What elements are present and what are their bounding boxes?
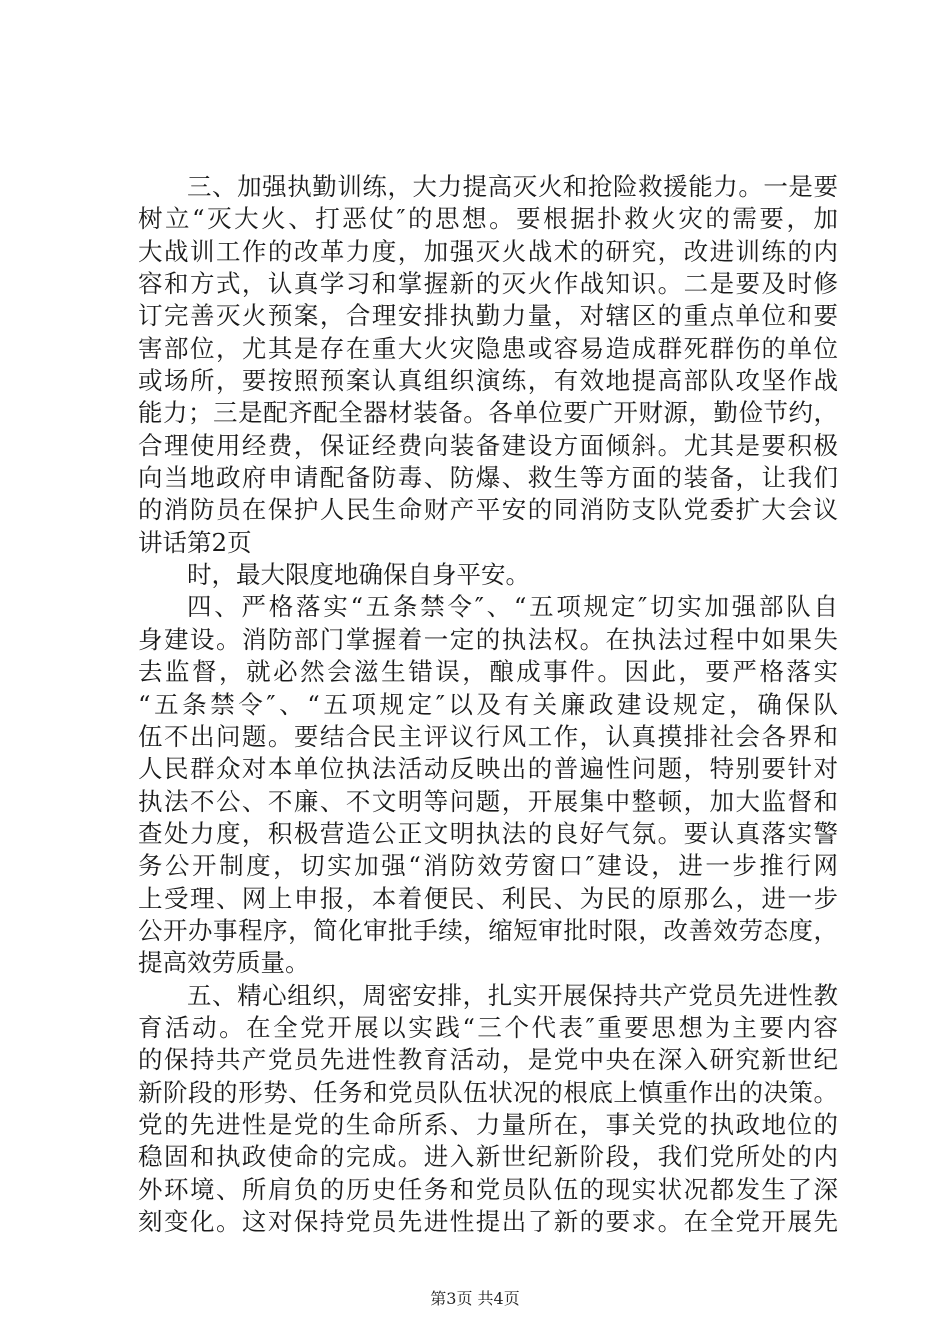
paragraph-5-line: 五、精心组织，周密安排，扎实开展保持共产党员先进性教 (187, 980, 838, 1010)
paragraph-5-line: 育活动。在全党开展以实践“三个代表″重要思想为主要内容 (138, 1012, 838, 1042)
paragraph-3-line: 大战训工作的改革力度，加强灭火战术的研究，改进训练的内 (138, 236, 838, 266)
paragraph-4-line: 提高效劳质量。 (138, 948, 310, 978)
paragraph-4-line: 查处力度，积极营造公正文明执法的良好气氛。要认真落实警 (138, 818, 838, 848)
paragraph-5-line: 稳固和执政使命的完成。进入新世纪新阶段，我们党所处的内 (138, 1142, 838, 1172)
paragraph-5-line: 刻变化。这对保持党员先进性提出了新的要求。在全党开展先 (138, 1207, 838, 1236)
paragraph-5-line: 的保持共产党员先进性教育活动，是党中央在深入研究新世纪 (138, 1045, 838, 1075)
paragraph-4-line: 执法不公、不廉、不文明等问题，开展集中整顿，加大监督和 (138, 786, 838, 816)
paragraph-4-line: 公开办事程序，简化审批手续，缩短审批时限，改善效劳态度， (138, 915, 838, 945)
paragraph-4-line: 身建设。消防部门掌握着一定的执法权。在执法过程中如果失 (138, 624, 838, 654)
paragraph-5-line: 党的先进性是党的生命所系、力量所在，事关党的执政地位的 (138, 1109, 838, 1139)
paragraph-3-line: 向当地政府申请配备防毒、防爆、救生等方面的装备，让我们 (138, 463, 838, 493)
paragraph-4-line: 人民群众对本单位执法活动反映出的普遍性问题，特别要针对 (138, 754, 838, 784)
paragraph-3-line: 或场所，要按照预案认真组织演练，有效地提高部队攻坚作战 (138, 366, 838, 396)
paragraph-4-line: 去监督，就必然会滋生错误，酿成事件。因此，要严格落实 (138, 657, 838, 687)
paragraph-3-line: 容和方式，认真学习和掌握新的灭火作战知识。二是要及时修 (138, 269, 838, 299)
paragraph-3-line: 能力；三是配齐配全器材装备。各单位要广开财源，勤俭节约， (138, 398, 838, 428)
page-footer (0, 1288, 950, 1310)
paragraph-4-line: 上受理、网上申报，本着便民、利民、为民的原那么，进一步 (138, 883, 838, 913)
paragraph-4-line: 务公开制度，切实加强“消防效劳窗口″建设，进一步推行网 (138, 851, 838, 881)
paragraph-5-line: 外环境、所肩负的历史任务和党员队伍的现实状况都发生了深 (138, 1174, 838, 1204)
paragraph-4-line: 四、严格落实“五条禁令″、“五项规定″切实加强部队自 (187, 592, 838, 622)
paragraph-4-line: 伍不出问题。要结合民主评议行风工作，认真摸排社会各界和 (138, 721, 838, 751)
document-body (138, 171, 838, 1238)
paragraph-3-line: 合理使用经费，保证经费向装备建设方面倾斜。尤其是要积极 (138, 430, 838, 460)
paragraph-4-line: “五条禁令″、“五项规定″以及有关廉政建设规定，确保队 (138, 689, 838, 719)
paragraph-3-line: 害部位，尤其是存在重大火灾隐患或容易造成群死群伤的单位 (138, 333, 838, 363)
paragraph-3-line: 三、加强执勤训练，大力提高灭火和抢险救援能力。一是要 (187, 172, 838, 201)
paragraph-3-line: 的消防员在保护人民生命财产平安的同消防支队党委扩大会议 (138, 495, 838, 525)
paragraph-3-line: 时，最大限度地确保自身平安。 (187, 560, 530, 590)
paragraph-5-line: 新阶段的形势、任务和党员队伍状况的根底上慎重作出的决策。 (138, 1077, 838, 1107)
page-number: 第3页 共4页 (430, 1289, 520, 1308)
page-break-note: 讲话第2页 (138, 527, 252, 557)
paragraph-3-line: 订完善灭火预案，合理安排执勤力量，对辖区的重点单位和要 (138, 301, 838, 331)
paragraph-3-line: 树立“灭大火、打恶仗″的思想。要根据扑救火灾的需要，加 (138, 204, 838, 234)
